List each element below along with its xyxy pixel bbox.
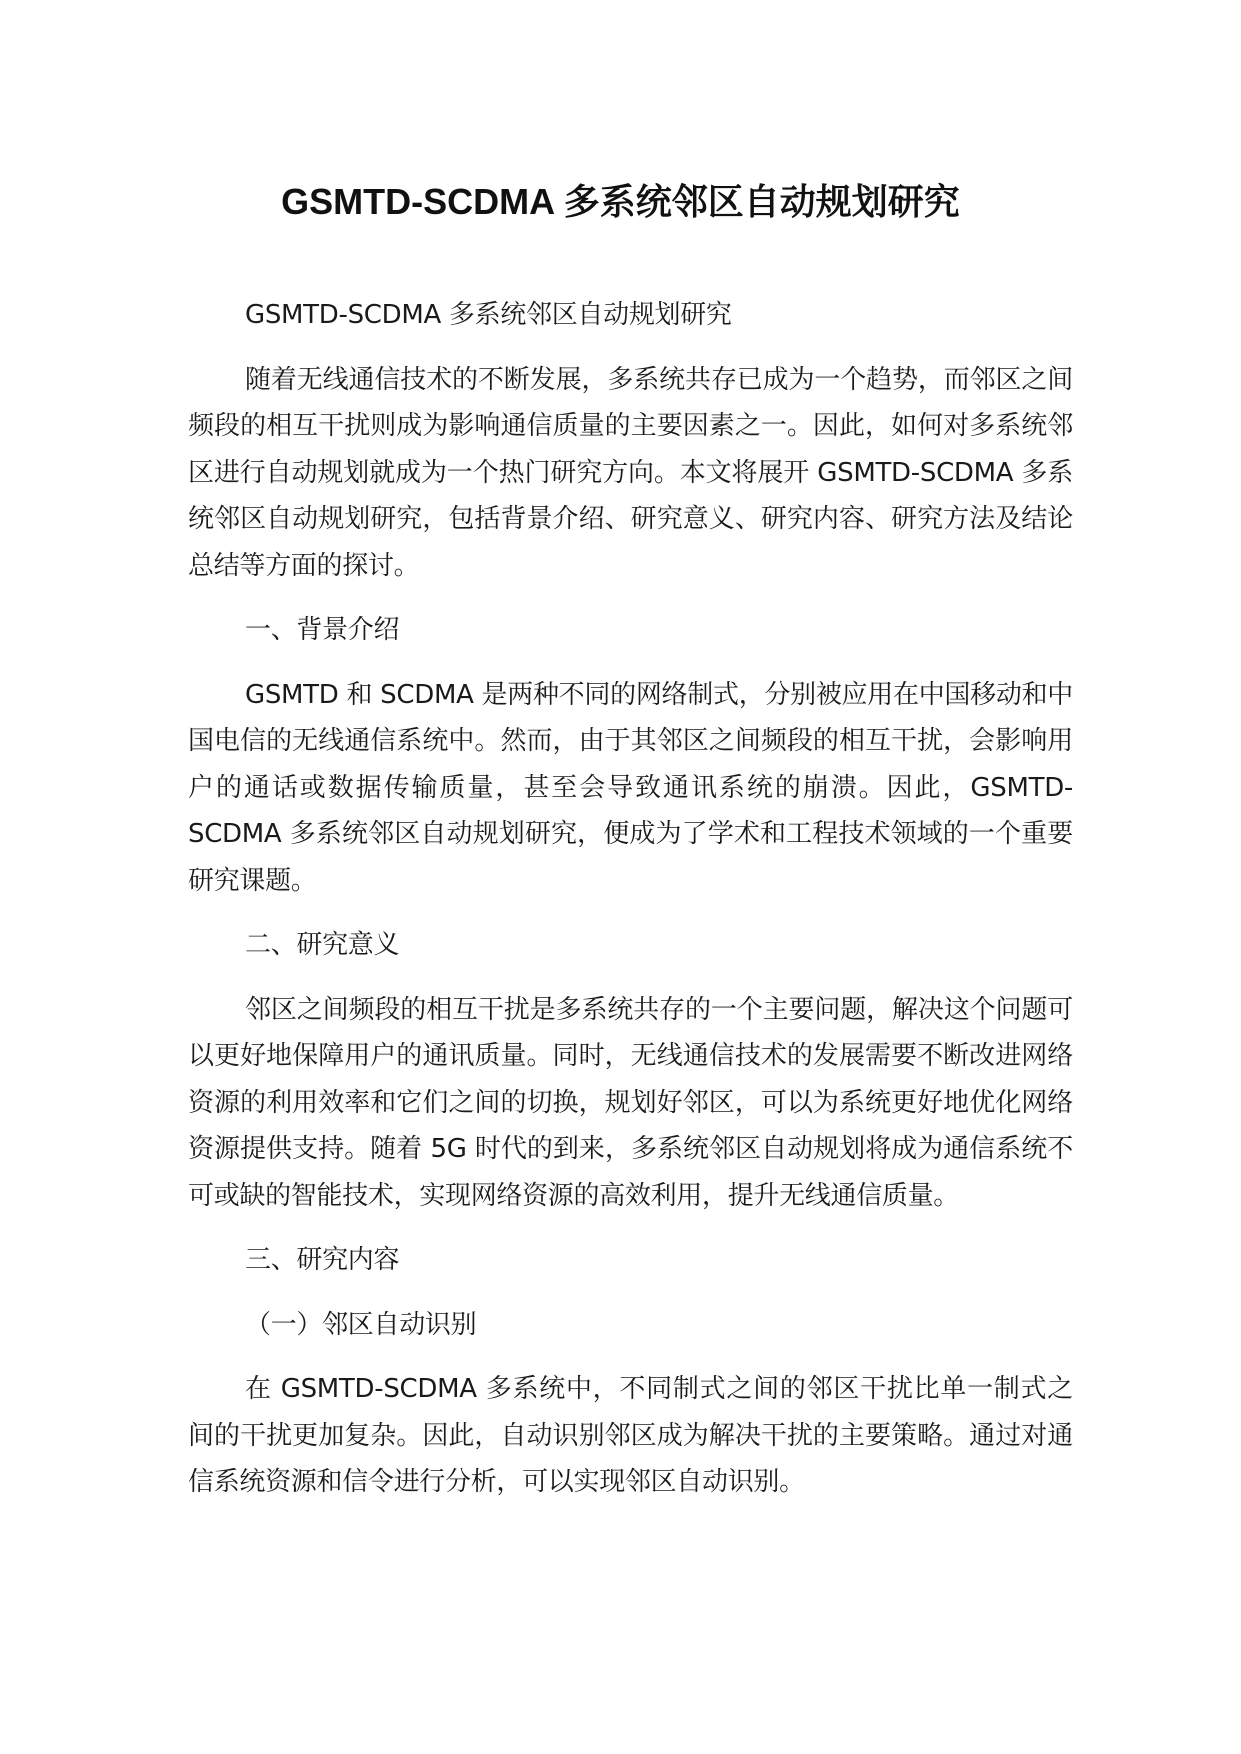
section-heading-significance: 二、研究意义 [245, 930, 400, 960]
document-body [188, 292, 1073, 1524]
background-paragraph: GSMTD 和 SCDMA 是两种不同的网络制式，分别被应用在中国移动和中国电信的无线通信系统中。然而，由于其邻区之间频段的相互干扰，会影响用户的通话或数据传输质量，甚至会导致通讯系统的崩溃。因此，GSMTD-SCDMA 多系统邻区自动规划研究，便成为了学术和工程技术领域的一个重要研究课题。 [188, 679, 1073, 896]
subsection-heading-identification: （一）邻区自动识别 [245, 1309, 477, 1340]
section-heading-content: 三、研究内容 [245, 1245, 400, 1275]
subtitle-line: GSMTD-SCDMA 多系统邻区自动规划研究 [245, 300, 732, 330]
identification-paragraph: 在 GSMTD-SCDMA 多系统中，不同制式之间的邻区干扰比单一制式之间的干扰更加复杂。因此，自动识别邻区成为解决干扰的主要策略。通过对通信系统资源和信令进行分析，可以实现邻区自动识别。 [188, 1374, 1073, 1497]
document-title: GSMTD-SCDMA 多系统邻区自动规划研究 [281, 181, 960, 222]
intro-paragraph: 随着无线通信技术的不断发展，多系统共存已成为一个趋势，而邻区之间频段的相互干扰则成为影响通信质量的主要因素之一。因此，如何对多系统邻区进行自动规划就成为一个热门研究方向。本文将展开 GSMTD-SCDMA 多系统邻区自动规划研究，包括背景介绍、研究意义、研究内容、研究方法及结论总结等方面的探讨。 [188, 364, 1073, 581]
section-heading-background: 一、背景介绍 [245, 615, 400, 645]
significance-paragraph: 邻区之间频段的相互干扰是多系统共存的一个主要问题，解决这个问题可以更好地保障用户的通讯质量。同时，无线通信技术的发展需要不断改进网络资源的利用效率和它们之间的切换，规划好邻区，可以为系统更好地优化网络资源提供支持。随着 5G 时代的到来，多系统邻区自动规划将成为通信系统不可或缺的智能技术，实现网络资源的高效利用，提升无线通信质量。 [188, 994, 1073, 1211]
